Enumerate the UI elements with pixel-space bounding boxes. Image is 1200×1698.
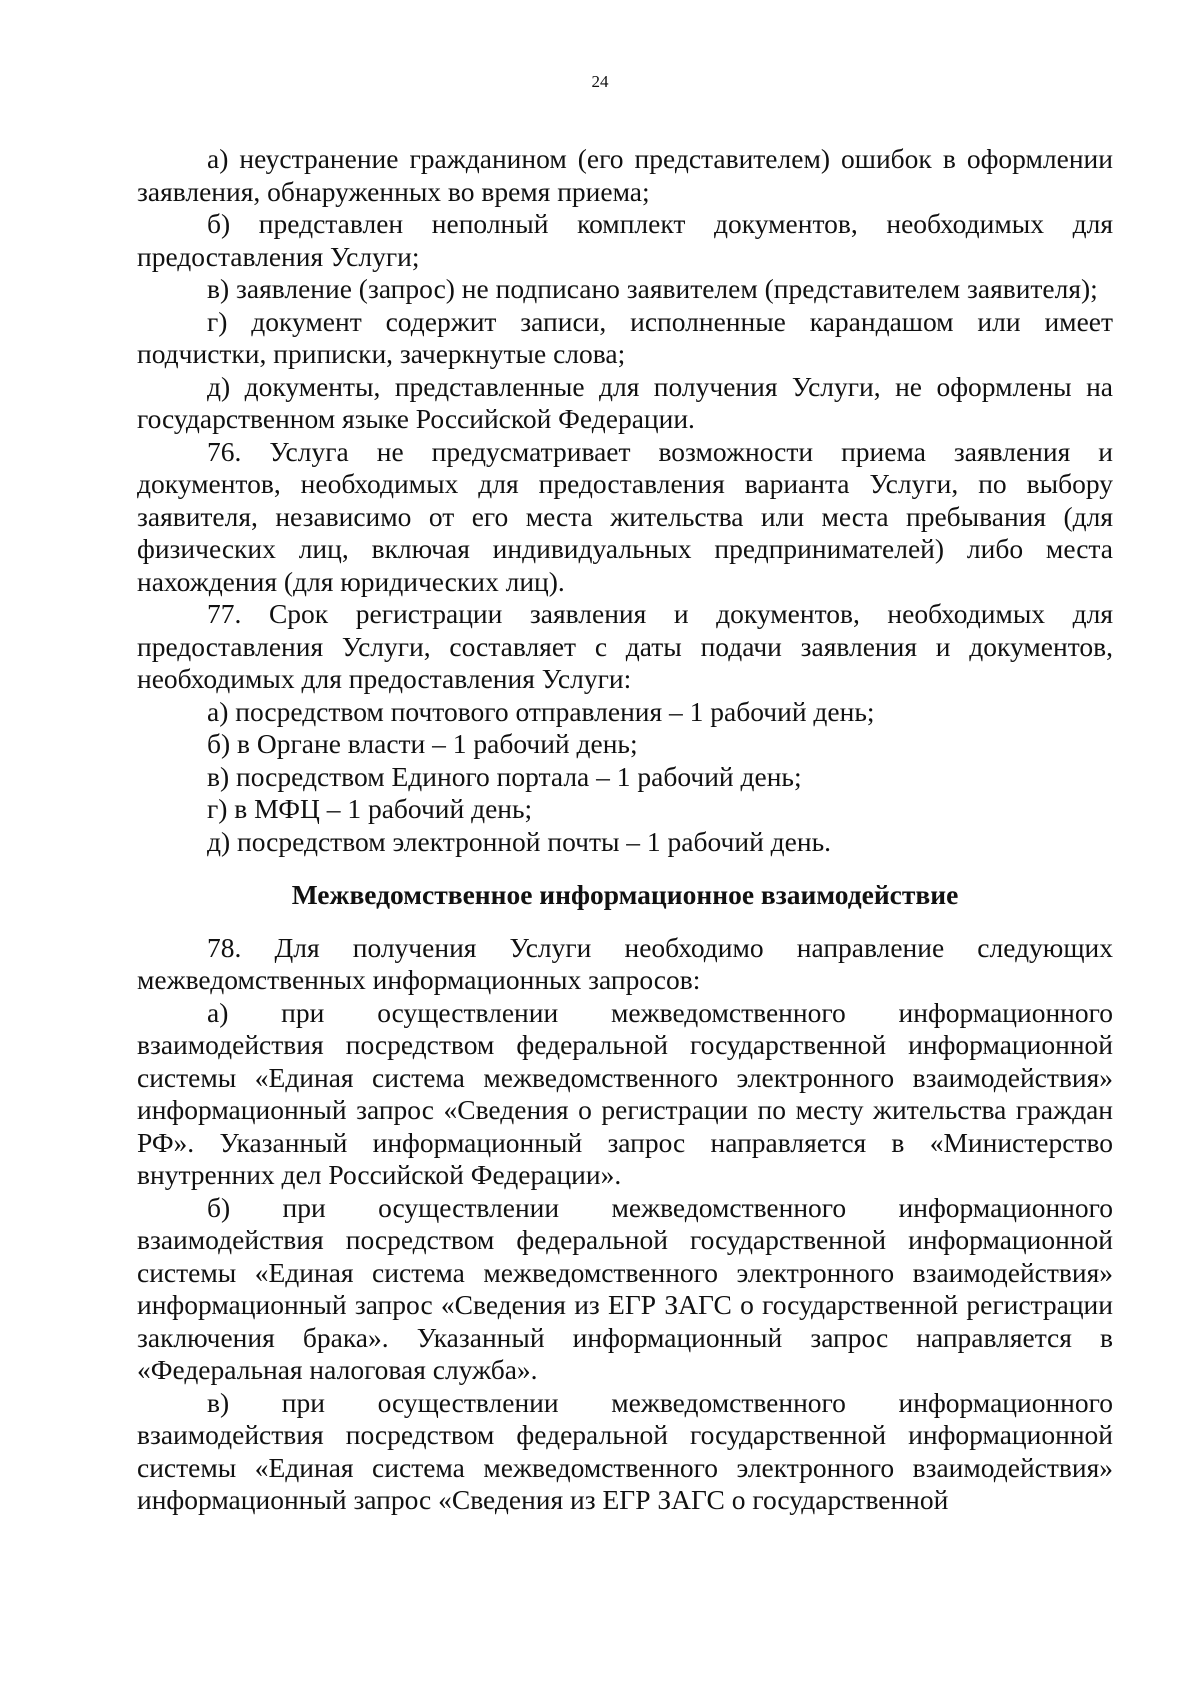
list-item-g-mfc: г) в МФЦ – 1 рабочий день; bbox=[207, 793, 533, 824]
list-item-a-post: а) посредством почтового отправления – 1 рабочий день; bbox=[207, 695, 875, 727]
list-item-a-errors: а) неустранение гражданином (его представителем) ошибок в оформлении заявления, обнаруженных во время приема; bbox=[137, 143, 1113, 207]
page-number: 24 bbox=[591, 72, 609, 91]
list-item-g-pencil-records: г) документ содержит записи, исполненные карандашом или имеет подчистки, приписки, зачеркнутые слова; bbox=[137, 305, 1113, 369]
list-item-d-email: д) посредством электронной почты – 1 рабочий день. bbox=[207, 825, 832, 857]
list-item-a-mvd-request: а) при осуществлении межведомственного информационного взаимодействия посредством федеральной государственной информационной системы «Единая система межведомственного электронного взаимодействия» информационный запрос «Сведения о регистрации по месту жительства граждан РФ». Указанный информационный запрос направляется в «Министерство внутренних дел Российской Федерации». bbox=[137, 996, 1113, 1190]
list-item-v-portal: в) посредством Единого портала – 1 рабочий день; bbox=[207, 760, 802, 792]
list-item-v-zags-request: в) при осуществлении межведомственного информационного взаимодействия посредством федеральной государственной информационной системы «Единая система межведомственного электронного взаимодействия» информационный запрос «Сведения из ЕГР ЗАГС о государственной bbox=[137, 1386, 1113, 1515]
clause-77: 77. Срок регистрации заявления и документов, необходимых для предоставления Услуги, составляет с даты подачи заявления и документов, необходимых для предоставления Услуги: bbox=[137, 598, 1113, 694]
section-heading: Межведомственное информационное взаимодействие bbox=[291, 879, 959, 910]
document-body bbox=[137, 143, 1113, 1517]
list-item-d-language: д) документы, представленные для получения Услуги, не оформлены на государственном языке Российской Федерации. bbox=[137, 370, 1113, 434]
clause-76: 76. Услуга не предусматривает возможности приема заявления и документов, необходимых для предоставления варианта Услуги, по выбору заявителя, независимо от его места жительства или места пребывания (для физических лиц, включая индивидуальных предпринимателей) либо места нахождения (для юридических лиц). bbox=[137, 435, 1113, 597]
list-item-b-zags-request: б) при осуществлении межведомственного информационного взаимодействия посредством федеральной государственной информационной системы «Единая система межведомственного электронного взаимодействия» информационный запрос «Сведения из ЕГР ЗАГС о государственной регистрации заключения брака». Указанный информационный запрос направляется в «Федеральная налоговая служба». bbox=[137, 1191, 1113, 1385]
clause-78: 78. Для получения Услуги необходимо направление следующих межведомственных информационных запросов: bbox=[137, 931, 1113, 995]
list-item-b-authority: б) в Органе власти – 1 рабочий день; bbox=[207, 728, 638, 759]
list-item-b-incomplete-docs: б) представлен неполный комплект документов, необходимых для предоставления Услуги; bbox=[137, 208, 1113, 272]
list-item-v-unsigned: в) заявление (запрос) не подписано заявителем (представителем заявителя); bbox=[207, 273, 1098, 304]
